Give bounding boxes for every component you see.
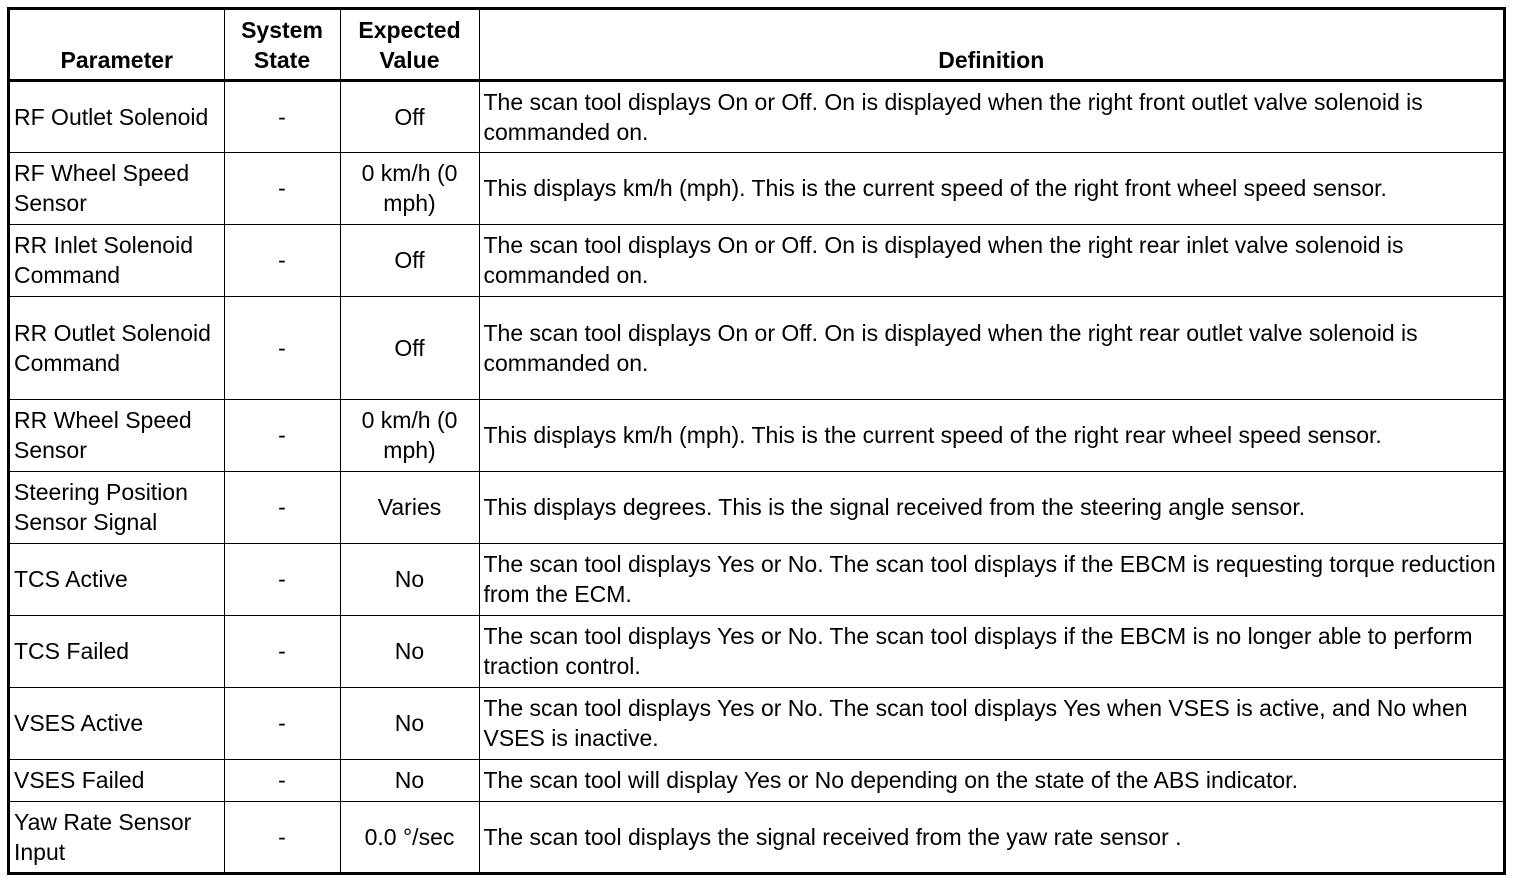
cell-system-state: - — [224, 801, 340, 873]
cell-system-state: - — [224, 543, 340, 615]
cell-expected-value: No — [340, 543, 479, 615]
cell-system-state: - — [224, 152, 340, 224]
table-row — [10, 224, 1503, 296]
header-system-state: System State — [224, 10, 340, 80]
cell-definition: This displays degrees. This is the signal received from the steering angle sensor. — [479, 471, 1503, 543]
cell-system-state: - — [224, 296, 340, 399]
table-row — [10, 759, 1503, 801]
cell-expected-value: Off — [340, 224, 479, 296]
cell-system-state: - — [224, 80, 340, 152]
cell-definition: This displays km/h (mph). This is the current speed of the right rear wheel speed sensor. — [479, 399, 1503, 471]
table-row — [10, 801, 1503, 873]
cell-expected-value: No — [340, 759, 479, 801]
cell-parameter: Steering Position Sensor Signal — [10, 471, 224, 543]
header-definition: Definition — [479, 10, 1503, 80]
cell-parameter: RF Wheel Speed Sensor — [10, 152, 224, 224]
table-row — [10, 543, 1503, 615]
table-row — [10, 296, 1503, 399]
cell-system-state: - — [224, 687, 340, 759]
cell-expected-value: 0 km/h (0 mph) — [340, 152, 479, 224]
cell-system-state: - — [224, 399, 340, 471]
table-row — [10, 399, 1503, 471]
scan-tool-data-table-document — [7, 7, 1506, 875]
table-row — [10, 615, 1503, 687]
cell-system-state: - — [224, 224, 340, 296]
cell-parameter: RR Inlet Solenoid Command — [10, 224, 224, 296]
cell-parameter: RR Outlet Solenoid Command — [10, 296, 224, 399]
cell-parameter: RF Outlet Solenoid — [10, 80, 224, 152]
cell-parameter: TCS Failed — [10, 615, 224, 687]
cell-definition: The scan tool displays Yes or No. The scan tool displays if the EBCM is no longer able to perform traction control. — [479, 615, 1503, 687]
cell-expected-value: Varies — [340, 471, 479, 543]
cell-expected-value: Off — [340, 296, 479, 399]
cell-parameter: VSES Failed — [10, 759, 224, 801]
cell-system-state: - — [224, 615, 340, 687]
cell-expected-value: No — [340, 615, 479, 687]
table-row — [10, 687, 1503, 759]
cell-parameter: VSES Active — [10, 687, 224, 759]
cell-expected-value: No — [340, 687, 479, 759]
table-row — [10, 471, 1503, 543]
cell-definition: The scan tool displays On or Off. On is displayed when the right rear outlet valve solenoid is commanded on. — [479, 296, 1503, 399]
cell-system-state: - — [224, 759, 340, 801]
cell-definition: This displays km/h (mph). This is the current speed of the right front wheel speed sensor. — [479, 152, 1503, 224]
cell-definition: The scan tool displays Yes or No. The scan tool displays Yes when VSES is active, and No when VSES is inactive. — [479, 687, 1503, 759]
cell-system-state: - — [224, 471, 340, 543]
cell-definition: The scan tool displays Yes or No. The scan tool displays if the EBCM is requesting torque reduction from the ECM. — [479, 543, 1503, 615]
cell-expected-value: 0.0 °/sec — [340, 801, 479, 873]
scan-tool-data-table — [10, 10, 1503, 873]
cell-definition: The scan tool will display Yes or No depending on the state of the ABS indicator. — [479, 759, 1503, 801]
table-row — [10, 80, 1503, 152]
table-row — [10, 152, 1503, 224]
header-parameter: Parameter — [10, 10, 224, 80]
header-expected-value: Expected Value — [340, 10, 479, 80]
cell-expected-value: Off — [340, 80, 479, 152]
cell-parameter: TCS Active — [10, 543, 224, 615]
cell-parameter: RR Wheel Speed Sensor — [10, 399, 224, 471]
cell-definition: The scan tool displays On or Off. On is displayed when the right rear inlet valve solenoid is commanded on. — [479, 224, 1503, 296]
cell-definition: The scan tool displays On or Off. On is displayed when the right front outlet valve solenoid is commanded on. — [479, 80, 1503, 152]
cell-parameter: Yaw Rate Sensor Input — [10, 801, 224, 873]
cell-definition: The scan tool displays the signal received from the yaw rate sensor . — [479, 801, 1503, 873]
table-header-row — [10, 10, 1503, 80]
cell-expected-value: 0 km/h (0 mph) — [340, 399, 479, 471]
